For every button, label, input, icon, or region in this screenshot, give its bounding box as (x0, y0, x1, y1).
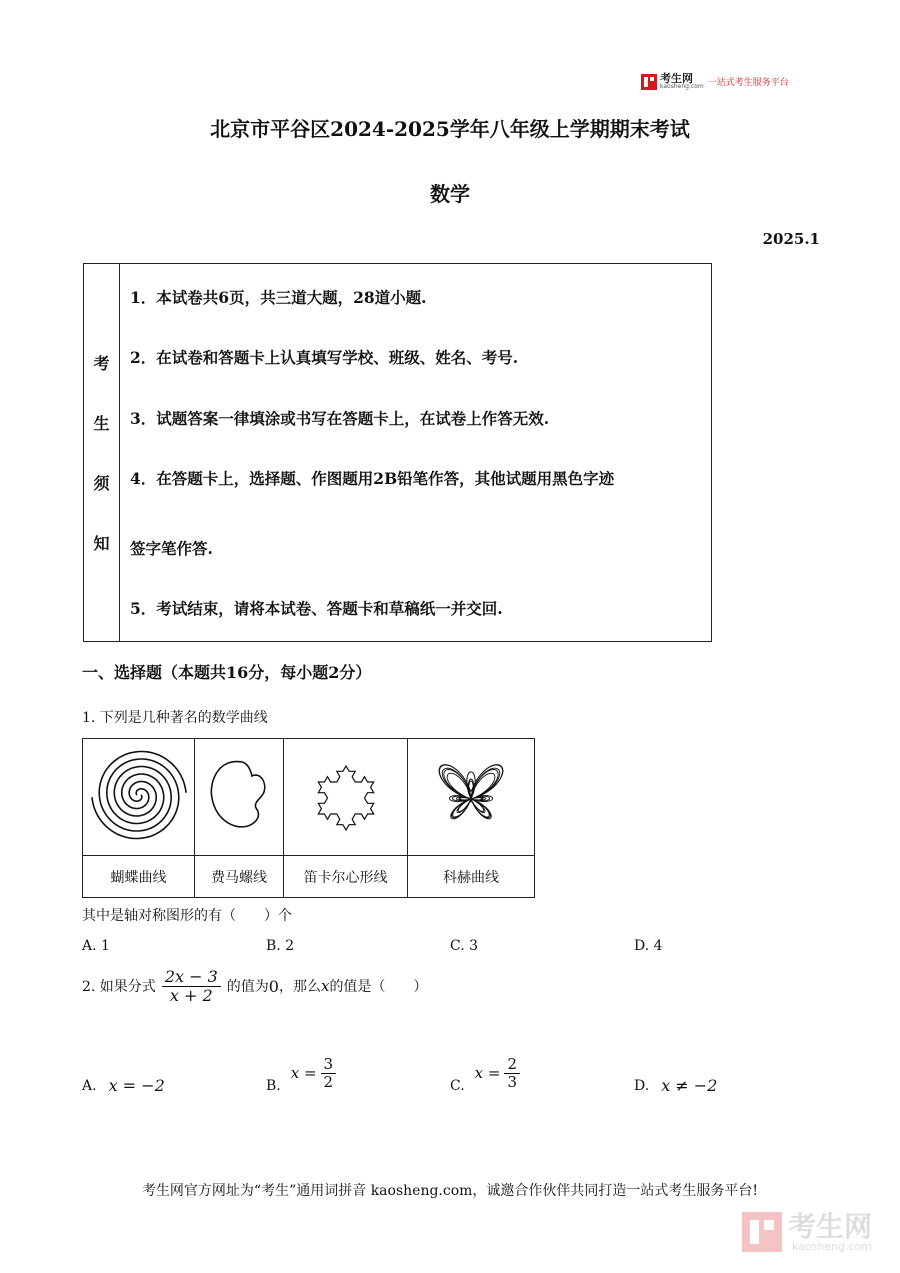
spiral-curve-figure (89, 743, 189, 847)
q2-fraction (162, 968, 221, 1004)
question-1-stem: 1. 下列是几种著名的数学曲线 (82, 710, 268, 726)
q2-option-den: 2 (323, 1072, 334, 1091)
q2-option-d (634, 1076, 717, 1095)
curve-cell (83, 739, 195, 856)
option-b: B. 2 (266, 938, 295, 954)
q2-option-fraction (504, 1056, 520, 1090)
cardioid-figure (204, 750, 274, 840)
q2-option-num: 2 (504, 1056, 520, 1074)
q2-option-den: 3 (507, 1072, 518, 1091)
watermark-text (787, 1209, 872, 1253)
q2-option-label: D. (634, 1077, 650, 1094)
notice-item: 签字笔作答. (130, 539, 213, 558)
q2-option-label: A. (82, 1077, 97, 1094)
q2-option-expr: x ≠ −2 (661, 1076, 718, 1095)
curve-label: 蝴蝶曲线 (83, 856, 195, 898)
logo-name: 考生网 (660, 72, 693, 85)
watermark-logo-icon (742, 1212, 782, 1252)
notice-item: 1．本试卷共6页，共三道大题，28道小题. (130, 288, 427, 307)
option-a: A. 1 (82, 938, 110, 954)
curve-label: 科赫曲线 (408, 856, 535, 898)
watermark-name: 考生网 (787, 1209, 872, 1243)
butterfly-curve-figure (415, 739, 527, 851)
notice-item: 5．考试结束，请将本试卷、答题卡和草稿纸一并交回. (130, 599, 503, 618)
q2-option-fraction (321, 1056, 337, 1090)
exam-subject: 数学 (430, 182, 470, 206)
q2-option-c (450, 1052, 520, 1094)
q2-prefix: 2. 如果分式 (82, 979, 156, 996)
watermark-domain: kaosheng.com (791, 1239, 872, 1253)
option-d: D. 4 (634, 938, 663, 954)
notice-item: 3．试题答案一律填涂或书写在答题卡上，在试卷上作答无效. (130, 409, 550, 428)
section-heading: 一、选择题（本题共16分，每小题2分） (82, 663, 372, 682)
option-c: C. 3 (450, 938, 479, 954)
q2-numerator: 2x − 3 (162, 968, 221, 987)
logo-text (660, 73, 704, 90)
q2-denominator: x + 2 (169, 985, 213, 1005)
q2-option-a (82, 1076, 165, 1095)
curve-label: 笛卡尔心形线 (284, 856, 408, 898)
q2-mid: 的值为 (226, 979, 269, 996)
q2-option-b (266, 1052, 336, 1094)
curve-cell (195, 739, 284, 856)
exam-date: 2025.1 (762, 230, 820, 248)
q2-option-expr: x = −2 (108, 1076, 165, 1095)
q2-option-lhs: x = (290, 1064, 317, 1082)
logo-domain: kaosheng.com (660, 83, 704, 90)
exam-title: 北京市平谷区2024-2025学年八年级上学期期末考试 (210, 117, 690, 141)
watermark (742, 1209, 872, 1253)
brand-logo-icon (641, 74, 657, 90)
question-2-stem (82, 968, 427, 1004)
q2-option-label: B. (266, 1078, 281, 1094)
q2-option-lhs: x = (474, 1064, 501, 1082)
q2-mid2: ，那么 (278, 979, 321, 996)
notice-heading-char: 知 (93, 534, 110, 553)
curve-cell (408, 739, 535, 856)
notice-heading-char: 考 (93, 354, 110, 373)
notice-item: 4．在答题卡上，选择题、作图题用2B铅笔作答，其他试题用黑色字迹 (130, 469, 615, 488)
notice-heading-char: 须 (93, 474, 110, 493)
q2-zero: 0 (268, 976, 279, 996)
curve-label: 费马螺线 (195, 856, 284, 898)
notice-items (120, 264, 711, 641)
q2-var: x (320, 977, 330, 996)
curve-cell (284, 739, 408, 856)
notice-heading (84, 264, 120, 641)
notice-box (83, 263, 712, 642)
curve-table (82, 738, 535, 898)
notice-heading-char: 生 (93, 414, 110, 433)
notice-item: 2．在试卷和答题卡上认真填写学校、班级、姓名、考号. (130, 348, 519, 367)
footer-text: 考生网官方网址为“考生”通用词拼音 kaosheng.com，诚邀合作伙伴共同打造一站式考生服务平台! (141, 1183, 759, 1199)
q2-option-num: 3 (321, 1056, 337, 1074)
koch-snowflake-figure (308, 754, 384, 836)
question-1-ask: 其中是轴对称图形的有（ ）个 (82, 908, 292, 924)
q2-option-label: C. (450, 1078, 465, 1094)
header-logo (641, 73, 789, 90)
logo-slogan: 一站式考生服务平台 (707, 78, 789, 88)
q2-suffix: 的值是（ ） (329, 979, 428, 996)
